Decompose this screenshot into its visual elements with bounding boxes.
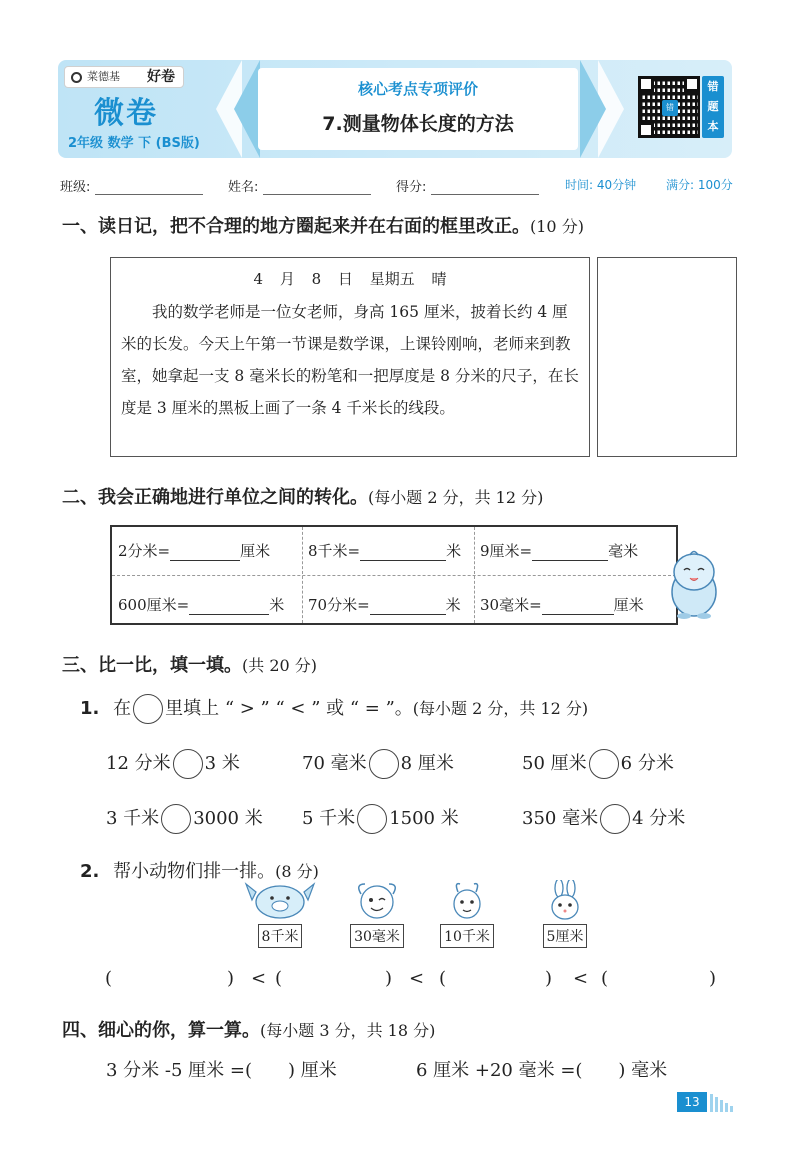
animal-sheep [340,880,414,948]
compare-left: 70 毫米 [302,753,367,774]
animal-goat [436,880,498,948]
close-paren: ) [385,968,393,989]
compare-item [106,749,240,779]
conversion-cell [480,594,644,615]
publisher-logo [64,66,184,88]
compare-circle[interactable] [589,749,619,779]
q2-number: 2. [80,861,100,882]
less-than: < [251,968,267,989]
compare-circle[interactable] [357,804,387,834]
section-3-heading [62,651,317,677]
compare-right: 1500 米 [389,808,459,829]
answer-blank[interactable] [542,599,614,615]
diary-date: 4 月 8 日 星期五 晴 [253,270,447,288]
compare-left: 350 毫米 [522,808,599,829]
logo-icon [71,72,82,83]
answer-blank[interactable] [189,599,269,615]
qr-finder [638,122,654,138]
conversion-left: 9厘米= [480,542,533,560]
answer-blank[interactable] [170,545,240,561]
answer-blank[interactable] [370,599,446,615]
section-2-heading [62,483,543,509]
section-3-points: (共 20 分) [242,656,318,675]
qr-finder [684,76,700,92]
logo-suffix: 好卷 [147,69,175,85]
animal-rabbit [532,880,598,948]
column-divider [302,527,303,623]
open-paren: ( [601,968,609,989]
compare-item [106,804,263,834]
compare-left: 12 分米 [106,753,171,774]
conversion-left: 2分米= [118,542,171,560]
section-4-heading [62,1016,435,1042]
animal-label: 10千米 [440,924,494,948]
chevron-right-icon [580,60,606,158]
correction-box[interactable] [597,257,737,457]
error-book-char: 题 [707,100,719,113]
qr-center-label: 错 [662,100,678,116]
conversion-cell [308,540,461,561]
name-label: 姓名: [228,180,259,195]
q1-text-after: 里填上 “ > ” “ < ” 或 “ = ”。 [165,698,413,719]
conversion-unit: 米 [446,542,462,560]
q1-text-before: 在 [113,698,132,719]
qr-code-icon[interactable] [638,76,700,138]
compare-right: 3000 米 [193,808,263,829]
conversion-left: 600厘米= [118,596,190,614]
section-2-title: 二、我会正确地进行单位之间的转化。 [62,487,368,508]
section-1-points: (10 分) [530,217,584,236]
animal-label: 5厘米 [543,924,588,948]
column-divider [474,527,475,623]
score-blank[interactable] [431,181,539,195]
error-book-badge [702,76,724,138]
compare-circle[interactable] [600,804,630,834]
conversion-cell [118,594,284,615]
compare-circle[interactable] [173,749,203,779]
open-paren: ( [105,968,113,989]
compare-item [302,749,454,779]
open-paren: ( [439,968,447,989]
compare-right: 4 分米 [632,808,686,829]
equation-2[interactable]: 6 厘米 +20 毫米 =( ) 毫米 [416,1060,668,1081]
conversion-table [110,525,678,625]
qr-finder [638,76,654,92]
full-score: 满分: 100分 [666,178,733,192]
section-4-title: 四、细心的你，算一算。 [62,1020,260,1041]
page-subtitle: 核心考点专项评价 [357,80,478,98]
conversion-unit: 厘米 [240,542,271,560]
diary-text[interactable]: 我的数学老师是一位女老师，身高 165 厘米，披着长约 4 厘米的长发。今天上午第一节课是数学课，上课铃刚响，老师来到教室，她拿起一支 8 毫米长的粉笔和一把厚度是 8 分米的尺子，在长度是 3 厘米的黑板上画了一条 4 千米长的线段。 [121,303,579,417]
rabbit-icon [540,880,590,920]
error-book-char: 错 [707,80,719,93]
conversion-unit: 米 [445,596,461,614]
conversion-left: 70分米= [308,596,370,614]
section-3-title: 三、比一比，填一填。 [62,655,242,676]
q1-number: 1. [80,698,100,719]
grade-label: 2年级 数学 下 (BS版) [68,136,200,151]
diary-box [110,257,590,457]
animal-pig [242,880,318,948]
q2-text: 帮小动物们排一排。 [113,861,276,882]
equation-1[interactable]: 3 分米 -5 厘米 =( ) 厘米 [106,1060,337,1081]
conversion-left: 30毫米= [480,596,542,614]
animal-label: 30毫米 [350,924,404,948]
close-paren: ) [709,968,717,989]
chevron-left-icon [234,60,260,158]
section-1-title: 一、读日记，把不合理的地方圈起来并在右面的框里改正。 [62,216,530,237]
sheep-icon [347,880,407,920]
class-blank[interactable] [95,181,203,195]
compare-circle [133,694,163,724]
q1-points: (每小题 2 分，共 12 分) [412,699,589,718]
title-panel [258,68,578,150]
close-paren: ) [227,968,235,989]
error-book-char: 本 [707,120,719,133]
less-than: < [409,968,425,989]
brand-title: 微卷 [94,96,158,131]
student-info-row [60,176,740,196]
page-title: 7.测量物体长度的方法 [322,113,514,135]
row-divider [112,575,676,576]
compare-left: 5 千米 [302,808,356,829]
score-label: 得分: [396,180,427,195]
conversion-cell [118,540,270,561]
open-paren: ( [275,968,283,989]
answer-blank[interactable] [532,545,608,561]
conversion-unit: 米 [269,596,285,614]
score-field[interactable] [396,176,539,195]
goat-icon [442,880,492,920]
compare-left: 3 千米 [106,808,160,829]
answer-blank[interactable] [360,545,446,561]
logo-text: 菜德基 [87,70,120,83]
q2-points: (8 分) [275,862,319,881]
bird-mascot-icon [664,548,724,620]
name-field[interactable] [228,176,371,195]
section-2-points: (每小题 2 分，共 12 分) [368,488,544,507]
compare-right: 8 厘米 [400,753,454,774]
compare-circle[interactable] [369,749,399,779]
compare-circle[interactable] [161,804,191,834]
page-number: 13 [677,1092,707,1112]
compare-item [522,749,674,779]
class-label: 班级: [60,180,91,195]
time-limit: 时间: 40分钟 [565,178,637,192]
conversion-unit: 厘米 [613,596,644,614]
q1-instruction [80,694,588,724]
class-field[interactable] [60,176,203,195]
section-1-heading [62,212,584,238]
conversion-cell [308,594,461,615]
section-4-points: (每小题 3 分，共 18 分) [260,1021,436,1040]
pig-icon [242,880,318,920]
compare-right: 6 分米 [620,753,674,774]
close-paren: ) [545,968,553,989]
compare-item [522,804,685,834]
compare-left: 50 厘米 [522,753,587,774]
compare-right: 3 米 [204,753,240,774]
conversion-cell [480,540,638,561]
compare-item [302,804,459,834]
animal-label: 8千米 [258,924,303,948]
less-than: < [573,968,589,989]
header-banner [58,60,732,158]
conversion-left: 8千米= [308,542,361,560]
name-blank[interactable] [263,181,371,195]
conversion-unit: 毫米 [608,542,639,560]
